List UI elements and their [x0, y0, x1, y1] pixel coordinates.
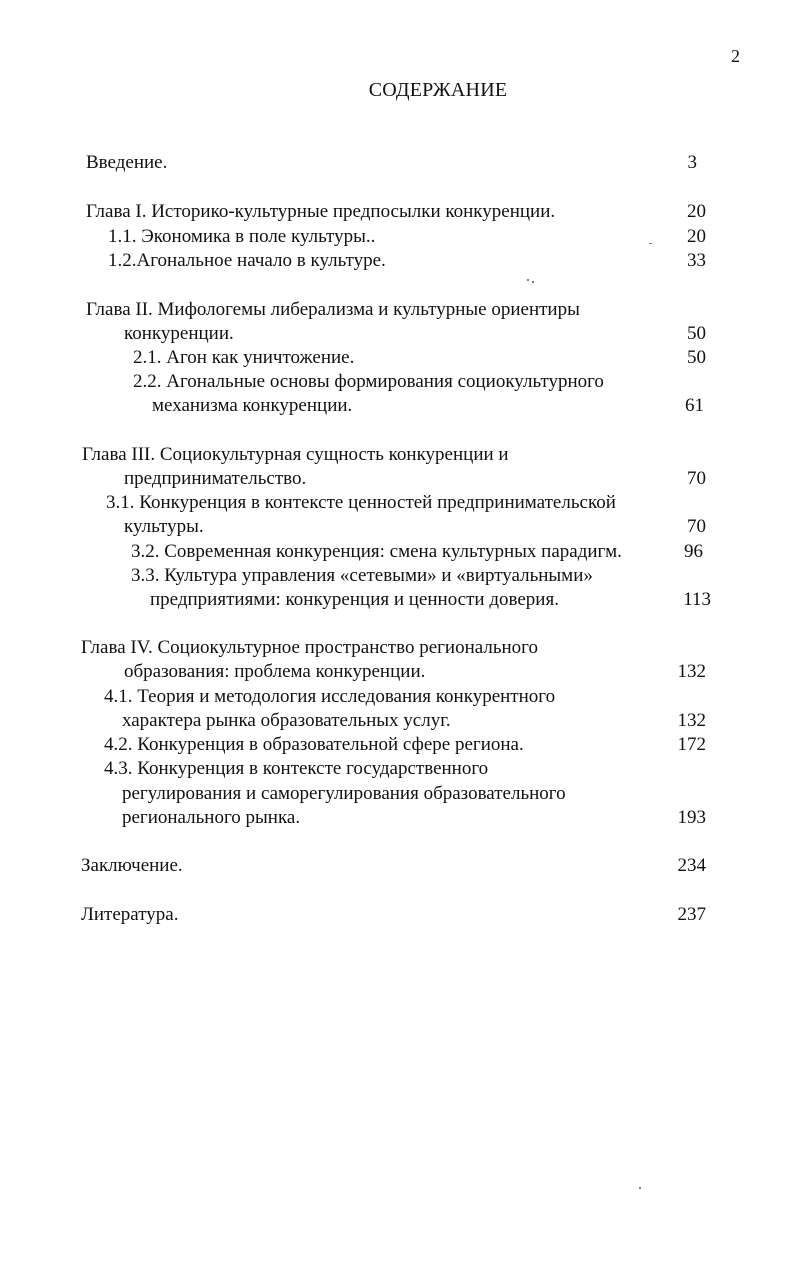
toc-entry-section-4-3-line-2: регулирования и саморегулирования образовательного [122, 783, 566, 804]
toc-entry-section-4-1-line-1: 4.1. Теория и методология исследования конкурентного [104, 686, 556, 707]
toc-page-section-1-1: 20 [687, 226, 706, 247]
toc-page-chapter-4: 132 [677, 661, 706, 682]
toc-entry-section-3-3-line-1: 3.3. Культура управления «сетевыми» и «виртуальными» [131, 565, 593, 586]
toc-page-intro: 3 [687, 152, 697, 173]
toc-page-chapter-1: 20 [687, 201, 706, 222]
toc-page-conclusion: 234 [677, 855, 706, 876]
toc-entry-section-3-3-line-2: предприятиями: конкуренция и ценности доверия. [150, 589, 559, 610]
toc-page-section-2-2: 61 [685, 395, 704, 416]
toc-page-chapter-3: 70 [687, 468, 706, 489]
toc-entry-section-3-1-line-2: культуры. [124, 516, 204, 537]
toc-entry-chapter-3-line-1: Глава III. Социокультурная сущность конкуренции и [82, 444, 509, 465]
toc-page-section-4-2: 172 [677, 734, 706, 755]
toc-page-section-3-3: 113 [683, 589, 711, 610]
toc-page-literature: 237 [677, 904, 706, 925]
page-title: СОДЕРЖАНИЕ [368, 79, 508, 101]
toc-entry-conclusion: Заключение. [81, 855, 183, 876]
toc-entry-chapter-3-line-2: предпринимательство. [124, 468, 307, 489]
toc-page-section-3-2: 96 [684, 541, 703, 562]
toc-entry-section-3-1-line-1: 3.1. Конкуренция в контексте ценностей предпринимательской [106, 492, 616, 513]
toc-entry-section-1-2: 1.2.Агональное начало в культуре. [108, 250, 386, 271]
scan-speck [532, 281, 534, 283]
toc-entry-intro: Введение. [86, 152, 168, 173]
toc-entry-section-3-2: 3.2. Современная конкуренция: смена культурных парадигм. [131, 541, 622, 562]
toc-entry-chapter-4-line-2: образования: проблема конкуренции. [124, 661, 426, 682]
toc-entry-section-4-2: 4.2. Конкуренция в образовательной сфере региона. [104, 734, 524, 755]
toc-entry-literature: Литература. [81, 904, 179, 925]
scan-speck [649, 243, 652, 244]
toc-entry-chapter-2-line-2: конкуренции. [124, 323, 234, 344]
toc-entry-chapter-4-line-1: Глава IV. Социокультурное пространство регионального [81, 637, 539, 658]
toc-entry-section-2-1: 2.1. Агон как уничтожение. [133, 347, 355, 368]
toc-page-section-4-1: 132 [677, 710, 706, 731]
toc-entry-section-4-3-line-1: 4.3. Конкуренция в контексте государственного [104, 758, 489, 779]
toc-page-section-4-3: 193 [677, 807, 706, 828]
toc-page-chapter-2: 50 [687, 323, 706, 344]
toc-entry-chapter-1: Глава I. Историко-культурные предпосылки конкуренции. [86, 201, 556, 222]
scan-speck [639, 1187, 641, 1189]
toc-entry-chapter-2-line-1: Глава II. Мифологемы либерализма и культурные ориентиры [86, 299, 580, 320]
toc-entry-section-1-1: 1.1. Экономика в поле культуры.. [108, 226, 376, 247]
toc-entry-section-2-2-line-2: механизма конкуренции. [152, 395, 353, 416]
page-number: 2 [731, 46, 740, 66]
toc-entry-section-4-1-line-2: характера рынка образовательных услуг. [122, 710, 451, 731]
scan-speck [527, 279, 529, 281]
toc-entry-section-2-2-line-1: 2.2. Агональные основы формирования социокультурного [133, 371, 604, 392]
toc-entry-section-4-3-line-3: регионального рынка. [122, 807, 301, 828]
toc-page-section-3-1: 70 [687, 516, 706, 537]
toc-page-section-1-2: 33 [687, 250, 706, 271]
toc-page-section-2-1: 50 [687, 347, 706, 368]
